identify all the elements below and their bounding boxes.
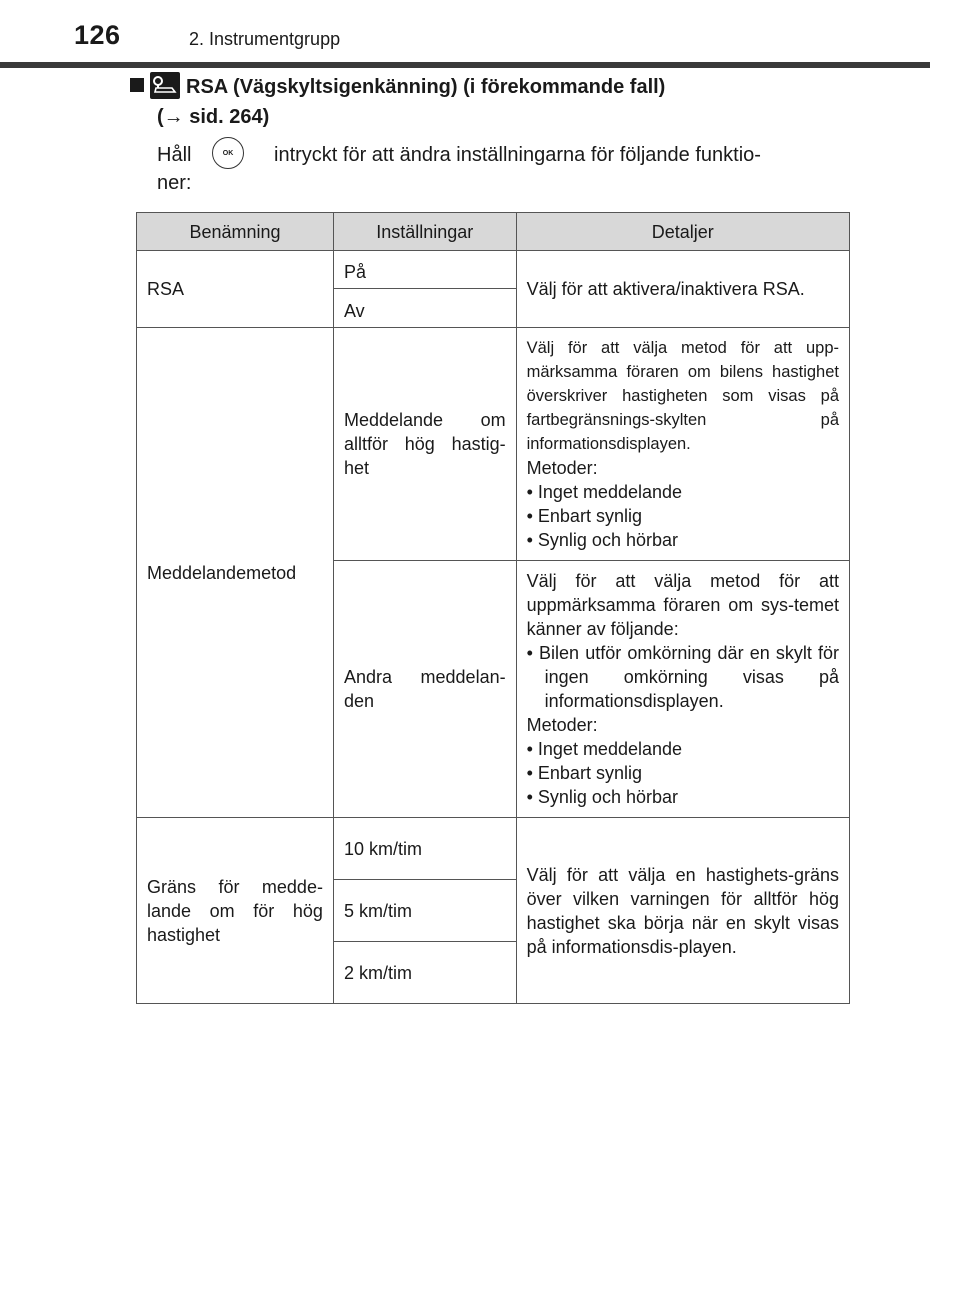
notification-name: Meddelandemetod <box>137 328 334 818</box>
list-item: • Inget meddelande <box>527 480 839 504</box>
intro-part2: intryckt för att ändra inställningarna för följande funktio- <box>274 144 761 166</box>
list-item: • Inget meddelande <box>527 737 839 761</box>
rsa-sign-icon <box>150 72 180 99</box>
other-conditions-list <box>527 641 839 713</box>
overspeed-description: Välj för att välja metod för att upp-märksamma föraren om bilens hastighet överskriver hastigheten som visas på fartbegränsnings-skylten på informationsdisplayen. <box>526 339 839 453</box>
rsa-option-off: Av <box>333 289 516 328</box>
limit-option-2: 2 km/tim <box>333 942 516 1004</box>
square-bullet-icon <box>130 78 144 92</box>
limit-details: Välj för att välja en hastighets-gräns över vilken varningen för alltför hög hastighet ska börja när en skylt visas på informationsdis-playen. <box>516 818 849 1004</box>
table-header-row <box>137 213 850 251</box>
settings-table <box>136 212 850 1004</box>
notification-other-details <box>516 561 849 818</box>
notification-option-overspeed: Meddelande om alltför hög hastig-het <box>333 328 516 561</box>
overspeed-methods-label: Metoder: <box>526 458 598 478</box>
intro-part1: Håll <box>157 144 192 166</box>
limit-option-5: 5 km/tim <box>333 880 516 942</box>
list-item: • Bilen utför omkörning där en skylt för ingen omkörning visas på informationsdisplayen. <box>527 641 839 713</box>
other-methods-list <box>527 737 839 809</box>
feature-heading <box>130 72 665 102</box>
table-row <box>137 818 850 880</box>
notification-option-other: Andra meddelan-den <box>333 561 516 818</box>
table-row <box>137 251 850 289</box>
rsa-name: RSA <box>137 251 334 328</box>
table-row <box>137 328 850 561</box>
page-number: 126 <box>74 20 121 50</box>
header-name: Benämning <box>137 213 334 251</box>
intro-part3: ner: <box>157 172 192 194</box>
header-rule <box>0 62 930 68</box>
list-item: • Synlig och hörbar <box>527 785 839 809</box>
limit-name: Gräns för medde-lande om för hög hastighet <box>137 818 334 1004</box>
overspeed-methods-list <box>527 480 839 552</box>
other-methods-label: Metoder: <box>526 715 598 735</box>
list-item: • Synlig och hörbar <box>527 528 839 552</box>
list-item: • Enbart synlig <box>527 504 839 528</box>
header-details: Detaljer <box>516 213 849 251</box>
section-title: 2. Instrumentgrupp <box>189 29 341 49</box>
other-description: Välj för att välja metod för att uppmärksamma föraren om sys-temet känner av följande: <box>526 571 839 639</box>
list-item: • Enbart synlig <box>527 761 839 785</box>
ok-button-icon: OK <box>212 137 244 169</box>
rsa-option-on: På <box>333 251 516 289</box>
limit-option-10: 10 km/tim <box>333 818 516 880</box>
notification-overspeed-details <box>516 328 849 561</box>
feature-title: RSA (Vägskyltsigenkänning) (i förekommande fall) <box>186 76 666 98</box>
rsa-details: Välj för att aktivera/inaktivera RSA. <box>516 251 849 328</box>
page-reference: (→ sid. 264) <box>157 106 270 128</box>
header-settings: Inställningar <box>333 213 516 251</box>
